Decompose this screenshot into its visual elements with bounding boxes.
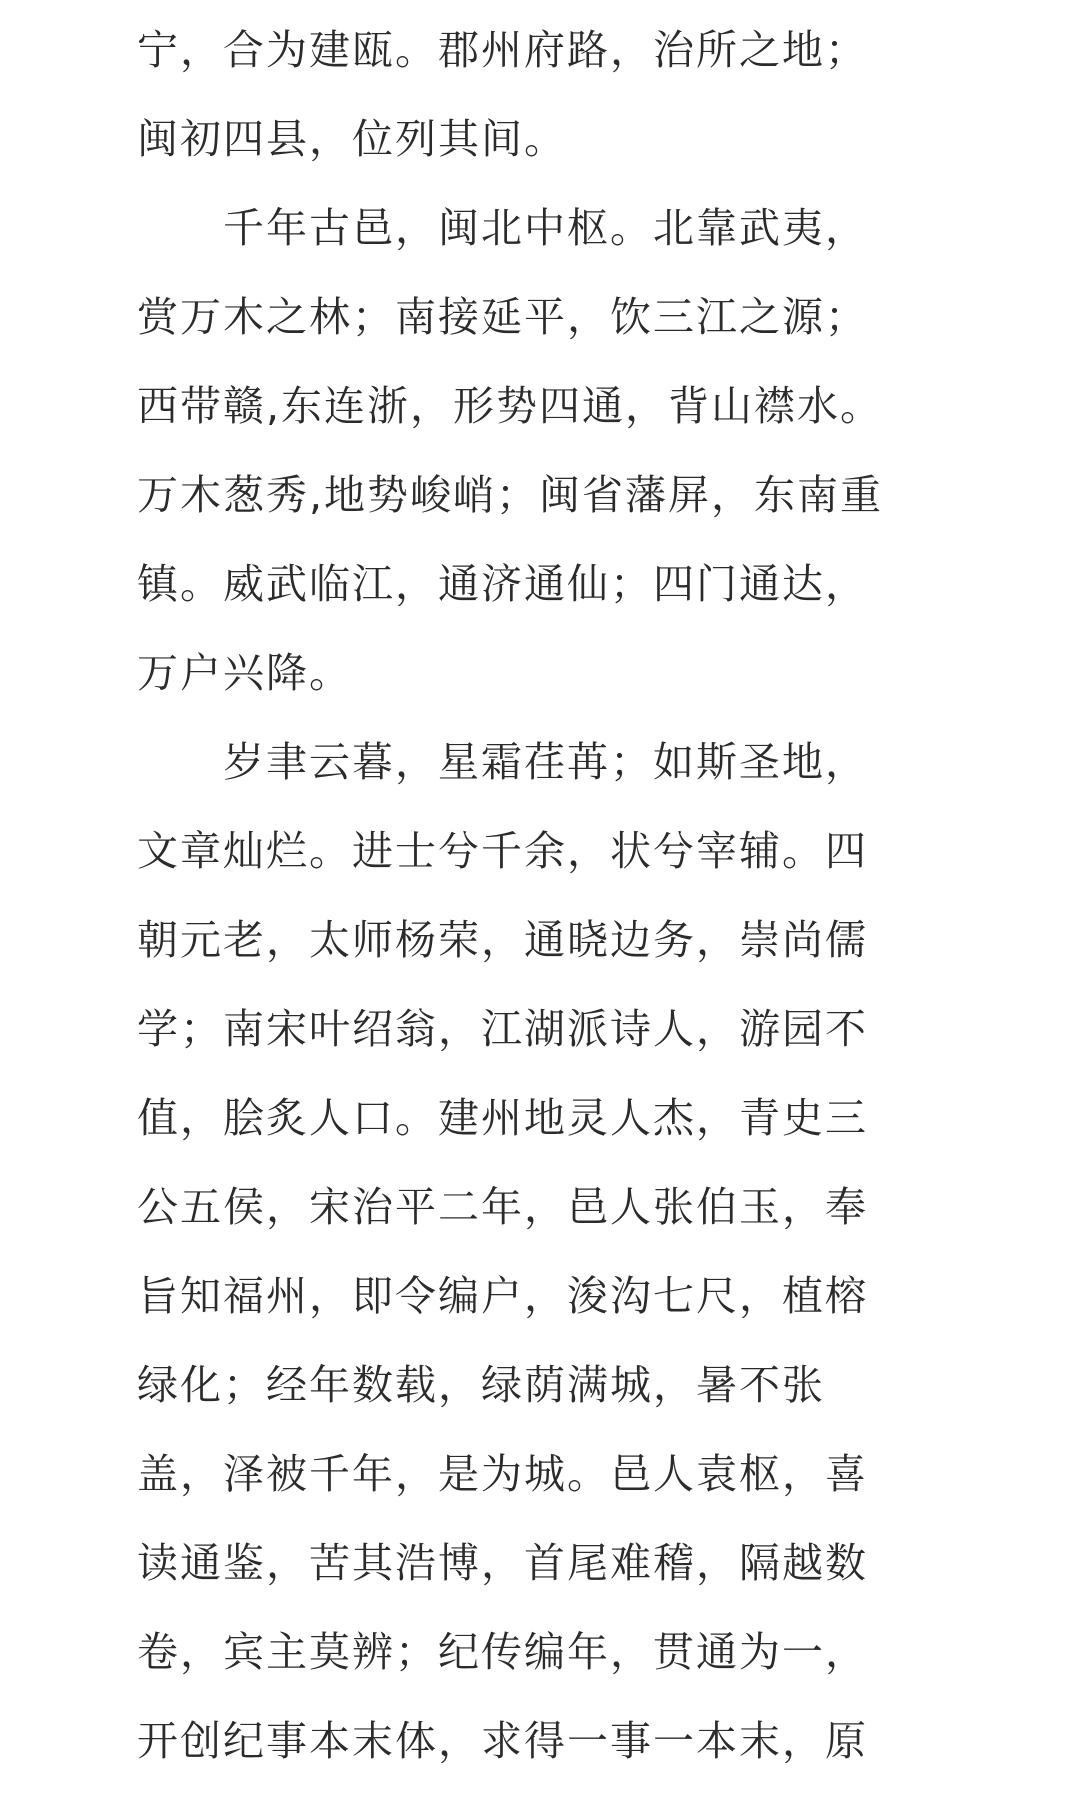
text-line: 值，脍炙人口。建州地灵人杰，青史三 xyxy=(137,1094,868,1142)
text-line: 千年古邑，闽北中枢。北靠武夷， xyxy=(137,204,868,252)
text-line: 读通鉴，苦其浩博，首尾难稽，隔越数 xyxy=(137,1539,868,1587)
text-line: 镇。威武临江，通济通仙；四门通达， xyxy=(137,560,868,608)
text-line: 岁聿云暮，星霜荏苒；如斯圣地， xyxy=(137,738,868,786)
text-line: 赏万木之林；南接延平，饮三江之源； xyxy=(137,293,868,341)
text-line: 公五侯，宋治平二年，邑人张伯玉，奉 xyxy=(137,1183,868,1231)
text-line: 万木葱秀,地势峻峭；闽省藩屏，东南重 xyxy=(137,471,884,519)
text-line: 卷，宾主莫辨；纪传编年，贯通为一， xyxy=(137,1628,868,1676)
article-body xyxy=(137,0,957,1786)
text-line: 旨知福州，即令编户，浚沟七尺，植榕 xyxy=(137,1272,868,1320)
text-line: 绿化；经年数载，绿荫满城，暑不张 xyxy=(137,1361,825,1409)
text-line: 学；南宋叶绍翁，江湖派诗人，游园不 xyxy=(137,1005,868,1053)
text-line: 盖，泽被千年，是为城。邑人袁枢，喜 xyxy=(137,1450,868,1498)
text-line: 文章灿烂。进士兮千余，状兮宰辅。四 xyxy=(137,827,868,875)
text-line: 万户兴降。 xyxy=(137,649,352,697)
text-line: 宁，合为建瓯。郡州府路，治所之地； xyxy=(137,26,868,74)
text-line: 开创纪事本末体，求得一事一本末，原 xyxy=(137,1717,868,1765)
text-line: 闽初四县，位列其间。 xyxy=(137,115,567,163)
text-line: 西带赣,东连浙，形势四通，背山襟水。 xyxy=(137,382,884,430)
text-line: 朝元老，太师杨荣，通晓边务，崇尚儒 xyxy=(137,916,868,964)
